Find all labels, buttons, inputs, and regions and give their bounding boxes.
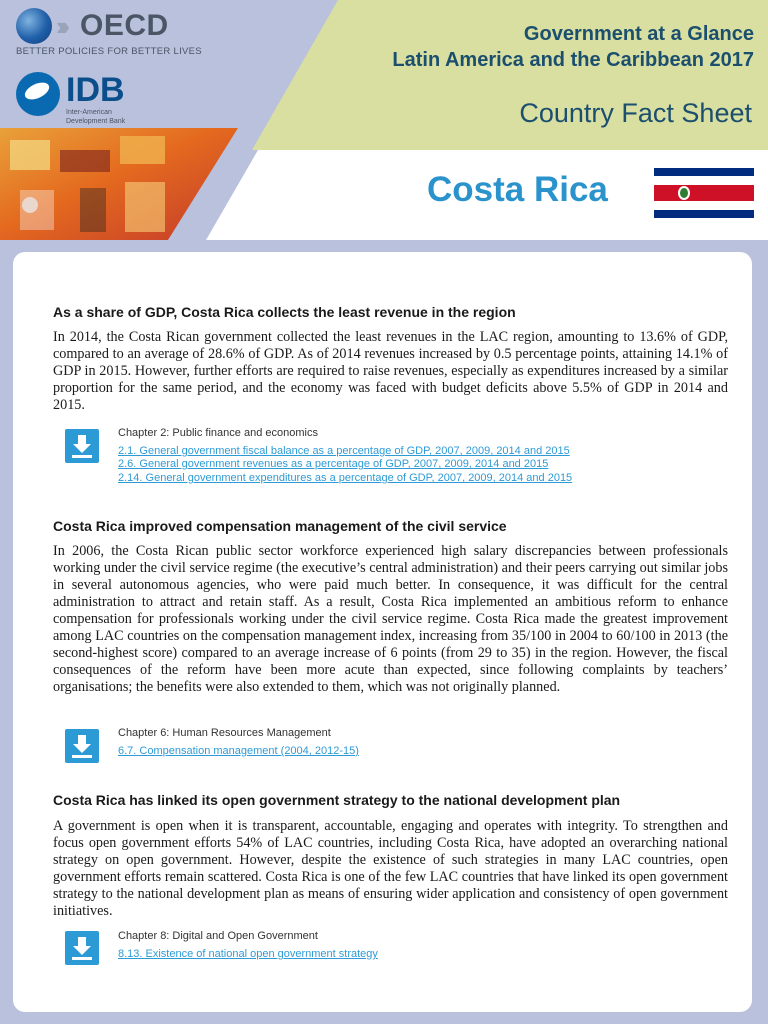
indicator-link[interactable]: 2.6. General government revenues as a percentage of GDP, 2007, 2009, 2014 and 2015: [118, 458, 549, 470]
oecd-tagline: BETTER POLICIES FOR BETTER LIVES: [16, 46, 202, 57]
section-body-revenue: In 2014, the Costa Rican government collected the least revenues in the LAC region, amounting to 13.6% of GDP, compared to an average of 28.6% of GDP. As of 2014 revenues increased by 0.5 percentage points, attaining 14.1% of GDP in 2015. However, further efforts are required to raise revenues, especially as expenditures increased by a similar proportion for the same period, and the economy was faced with budget deficits above 5.5% of GDP in 2014 and 2015.: [53, 329, 728, 413]
indicator-link[interactable]: 2.14. General government expenditures as a percentage of GDP, 2007, 2009, 2014 and 2015: [118, 472, 573, 484]
download-arrow-icon: [65, 429, 99, 463]
report-title-line2: Latin America and the Caribbean 2017: [392, 49, 754, 71]
chapter-label: Chapter 8: Digital and Open Government: [118, 930, 318, 942]
indicator-link[interactable]: 6.7. Compensation management (2004, 2012-15): [118, 745, 359, 757]
header: [0, 0, 768, 240]
download-icon[interactable]: [65, 729, 99, 763]
section-body-open-government: A government is open when it is transparent, accountable, engaging and operates with integrity. To strengthen and focus open government efforts 54% of LAC countries, including Costa Rica, have adopted an overarching national strategy on open government. However, despite the existence of such strategies in many LAC countries, open government efforts remain scattered. Costa Rica is one of the few LAC countries that have linked its open government strategy to the national development plan as means of ensuring wider application and consistency of open government initiatives.: [53, 818, 728, 919]
download-arrow-icon: [65, 931, 99, 965]
section-title-compensation: Costa Rica improved compensation management of the civil service: [53, 518, 507, 534]
chapter-label: Chapter 2: Public finance and economics: [118, 427, 318, 439]
report-title-line1: Government at a Glance: [523, 23, 754, 45]
idb-wordmark: IDB: [66, 71, 125, 109]
download-icon[interactable]: [65, 931, 99, 965]
oecd-logo: [16, 6, 202, 62]
idb-full-name: [66, 108, 125, 126]
globe-icon: [16, 8, 52, 44]
idb-emblem-icon: [16, 72, 60, 116]
costa-rica-flag-icon: [654, 168, 754, 218]
country-name: Costa Rica: [427, 170, 608, 209]
idb-logo: [16, 70, 176, 130]
indicator-link[interactable]: 2.1. General government fiscal balance as a percentage of GDP, 2007, 2009, 2014 and 2015: [118, 445, 570, 457]
content-card: [13, 252, 752, 1012]
section-title-open-government: Costa Rica has linked its open government strategy to the national development plan: [53, 792, 621, 808]
chapter-label: Chapter 6: Human Resources Management: [118, 727, 331, 739]
idb-full-name-line2: Development Bank: [66, 118, 126, 125]
indicator-link[interactable]: 8.13. Existence of national open government strategy: [118, 948, 378, 960]
section-title-revenue: As a share of GDP, Costa Rica collects the least revenue in the region: [53, 304, 516, 320]
section-body-compensation: In 2006, the Costa Rican public sector workforce experienced high salary discrepancies between professionals working under the civil service regime (the executive’s central administration) and their peers carrying out similar jobs in several autonomous agencies, who were paid much better. In consequence, it was difficult for the central administration to attract and retain staff. As a result, Costa Rica implemented an ambitious reform to enhance compensation for professionals working under the civil service regime. Costa Rica made the greatest improvement among LAC countries on the compensation management index, increasing from 35/100 in 2004 to 60/100 in 2013 (the second-highest score) compared to an average increase of 6 points (from 29 to 35) in the region. However, the fiscal consequences of the reform have been more acute than expected, since following complaints by teachers’ organisations; the benefits were also extended to them, which was not originally planned.: [53, 543, 728, 695]
chevron-mark-icon: ›››: [56, 11, 64, 41]
download-arrow-icon: [65, 729, 99, 763]
fact-sheet-subtitle: Country Fact Sheet: [519, 98, 752, 128]
idb-full-name-line1: Inter-American: [66, 109, 112, 116]
oecd-wordmark: OECD: [80, 9, 169, 42]
download-icon[interactable]: [65, 429, 99, 463]
